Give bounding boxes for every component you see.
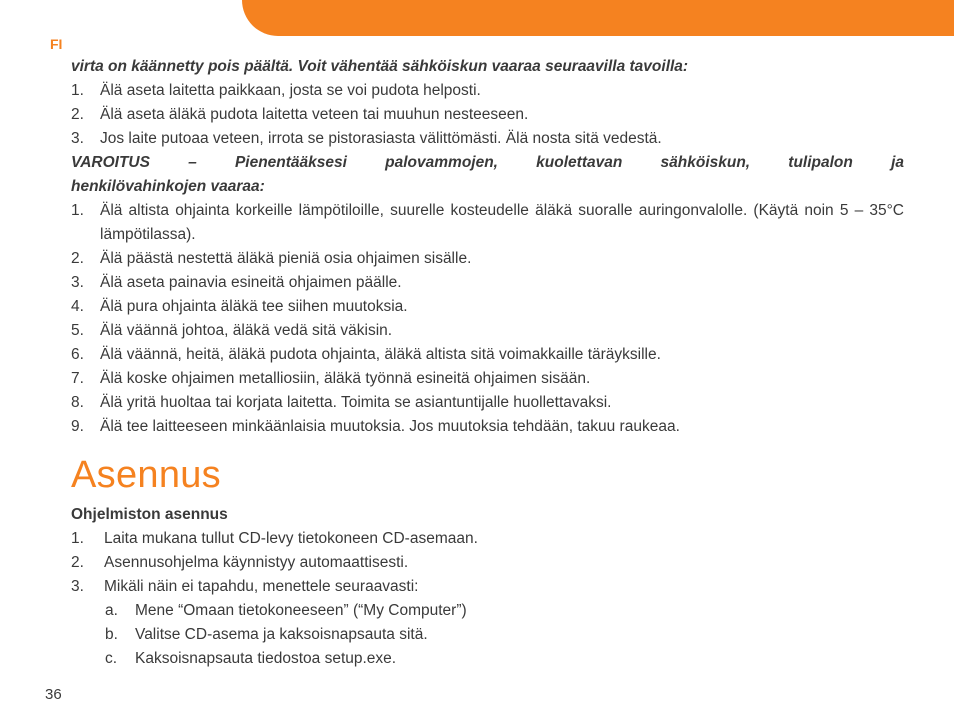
install-steps-list [71,527,904,671]
list-item: 3. Mikäli näin ei tapahdu, menettele seuraavasti: [71,578,419,595]
list-item: 4. Älä pura ohjainta äläkä tee siihen muutoksia. [71,298,408,315]
subsection-heading: Ohjelmiston asennus [71,506,228,523]
list-item: 3. Älä aseta painavia esineitä ohjaimen päälle. [71,274,402,291]
electric-shock-list [71,79,904,151]
list-item: 6. Älä väännä, heitä, äläkä pudota ohjainta, äläkä altista sitä voimakkaille täräyksille. [71,346,661,363]
list-item: 7. Älä koske ohjaimen metalliosiin, äläkä työnnä esineitä ohjaimen sisään. [71,370,591,387]
page-content [71,55,904,671]
list-item: 5. Älä väännä johtoa, äläkä vedä sitä väkisin. [71,322,393,339]
warning-heading-line2: henkilövahinkojen vaaraa: [71,178,265,195]
page-number: 36 [45,686,62,703]
header-tab-decoration [242,0,954,36]
list-item: 2. Älä päästä nestettä äläkä pieniä osia ohjaimen sisälle. [71,250,472,267]
list-item: 8. Älä yritä huoltaa tai korjata laitetta. Toimita se asiantuntijalle huollettavaksi. [71,394,612,411]
injury-warning-list [71,199,904,439]
warning-intro: virta on käännetty pois päältä. Voit vähentää sähköiskun vaaraa seuraavilla tavoilla: [71,58,689,75]
list-item: 1. Älä aseta laitetta paikkaan, josta se voi pudota helposti. [71,82,481,99]
language-label: FI [50,36,63,52]
list-item: 2. Älä aseta äläkä pudota laitetta veteen tai muuhun nesteeseen. [71,106,529,123]
list-item: 9. Älä tee laitteeseen minkäänlaisia muutoksia. Jos muutoksia tehdään, takuu raukeaa. [71,418,680,435]
list-item: 2. Asennusohjelma käynnistyy automaattisesti. [71,554,409,571]
list-subitem: a. Mene “Omaan tietokoneeseen” (“My Computer”) [105,602,467,619]
list-subitem: c. Kaksoisnapsauta tiedostoa setup.exe. [105,650,397,667]
list-item: 1. Älä altista ohjainta korkeille lämpötiloille, suurelle kosteudelle äläkä suoralle auringonvalolle. (Käytä noin 5 – 35°C lämpötilassa). [71,202,904,243]
list-item: 3. Jos laite putoaa veteen, irrota se pistorasiasta välittömästi. Älä nosta sitä vedestä. [71,130,662,147]
warning-heading-line1: VAROITUS – Pienentääksesi palovammojen, kuolettavan sähköiskun, tulipalon ja [71,154,904,171]
section-title: Asennus [71,454,221,496]
list-subitem: b. Valitse CD-asema ja kaksoisnapsauta sitä. [105,626,428,643]
list-item: 1. Laita mukana tullut CD-levy tietokoneen CD-asemaan. [71,530,478,547]
